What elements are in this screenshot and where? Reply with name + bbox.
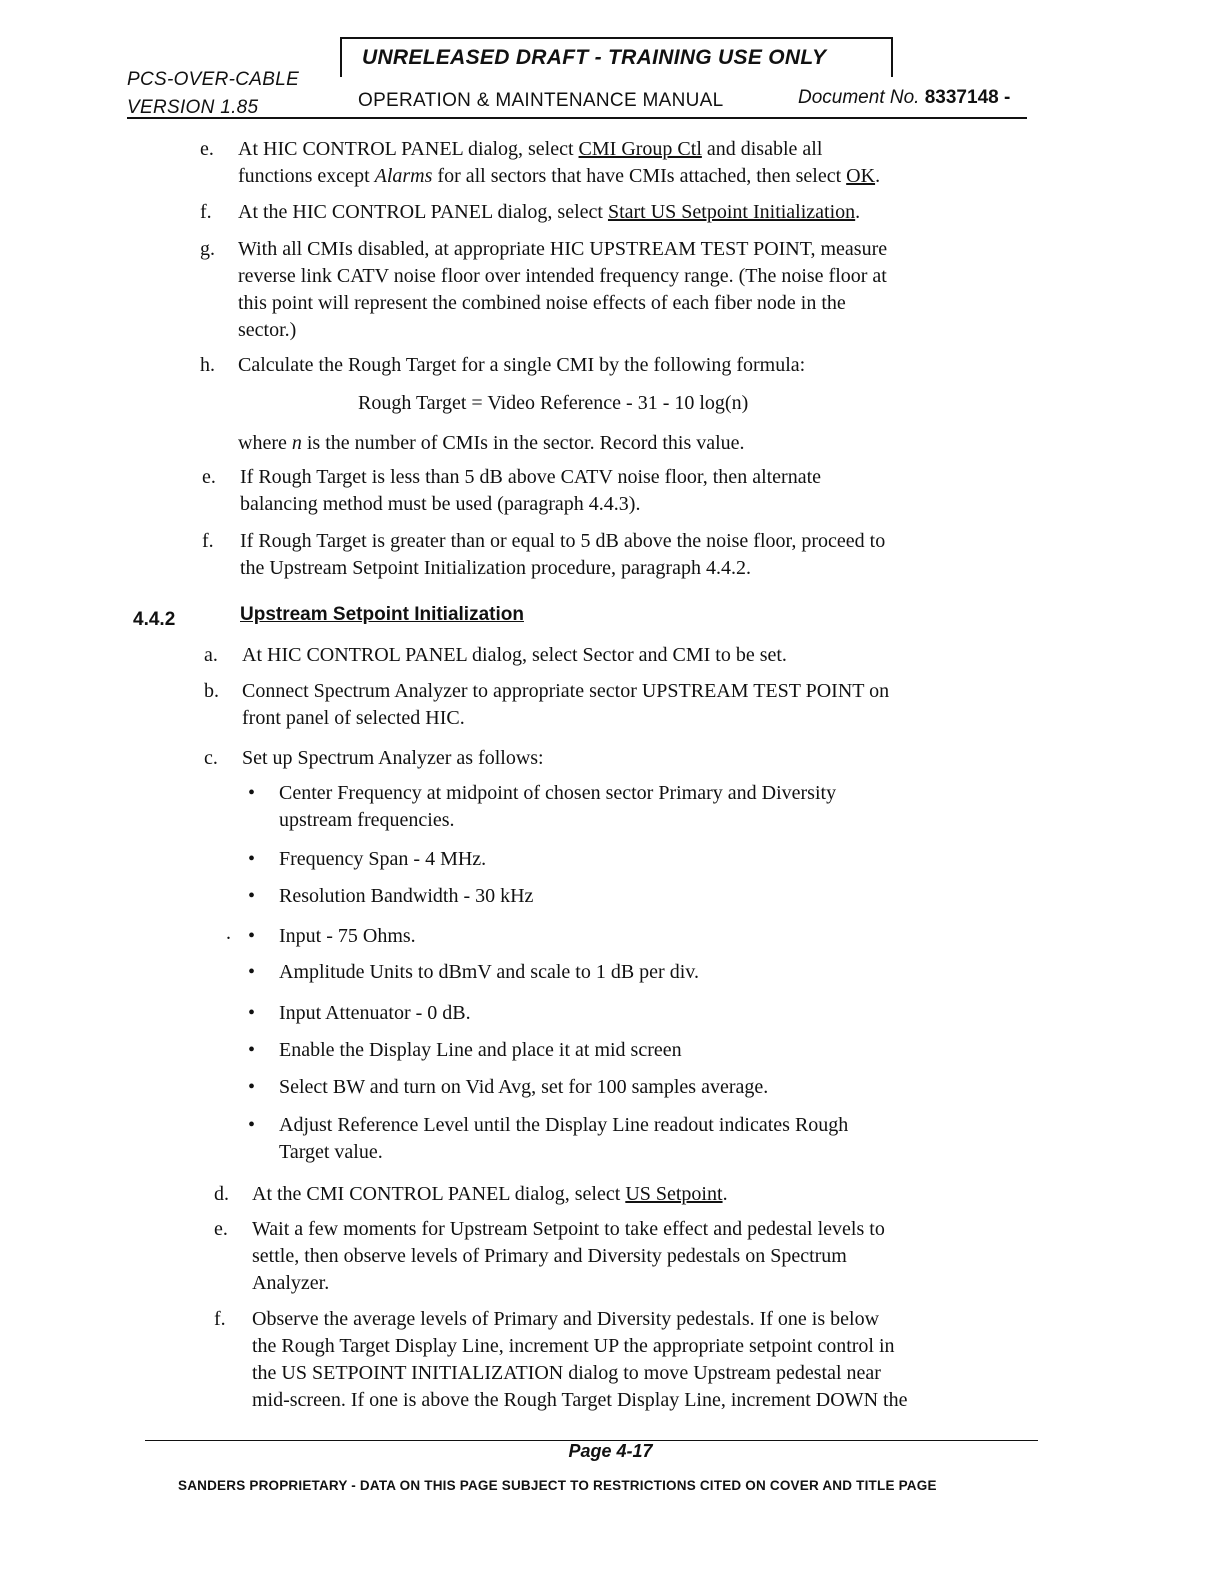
us-setpoint-link: US Setpoint bbox=[625, 1183, 723, 1205]
draft-banner: UNRELEASED DRAFT - TRAINING USE ONLY bbox=[362, 46, 827, 69]
document-label: Document No. bbox=[798, 87, 920, 108]
step-letter: g. bbox=[200, 238, 215, 260]
cmi-group-ctl-link: CMI Group Ctl bbox=[578, 138, 702, 160]
step-letter: e. bbox=[214, 1218, 228, 1240]
start-us-setpoint-link: Start US Setpoint Initialization bbox=[607, 201, 856, 223]
proprietary-notice: SANDERS PROPRIETARY - DATA ON THIS PAGE SUBJECT TO RESTRICTIONS CITED ON COVER AND TITLE PAGE bbox=[178, 1478, 937, 1493]
header-version: VERSION 1.85 bbox=[127, 97, 259, 118]
page-number: Page 4-17 bbox=[568, 1441, 653, 1461]
header-product: PCS-OVER-CABLE bbox=[127, 69, 300, 90]
step-letter: f. bbox=[214, 1308, 226, 1330]
header-rule bbox=[127, 117, 1027, 119]
ok-link: OK bbox=[846, 165, 876, 187]
stray-mark: . bbox=[226, 922, 231, 944]
step-letter: b. bbox=[204, 680, 219, 702]
step-letter: e. bbox=[200, 138, 214, 160]
step-letter: a. bbox=[204, 644, 218, 666]
section-number: 4.4.2 bbox=[133, 609, 176, 630]
step-letter: e. bbox=[202, 466, 216, 488]
section-title: Upstream Setpoint Initialization bbox=[240, 604, 524, 625]
step-letter: h. bbox=[200, 354, 215, 376]
formula-where-note: where n is the number of CMIs in the sector. Record this value. bbox=[238, 432, 745, 454]
step-letter: d. bbox=[214, 1183, 229, 1205]
step-letter: c. bbox=[204, 747, 218, 769]
step-letter: f. bbox=[200, 201, 212, 223]
rough-target-formula: Rough Target = Video Reference - 31 - 10 log(n) bbox=[358, 392, 749, 414]
document-number-value: 8337148 - bbox=[924, 87, 1011, 108]
manual-title: OPERATION & MAINTENANCE MANUAL bbox=[358, 90, 724, 111]
document-page: PCS-OVER-CABLE VERSION 1.85 UNRELEASED DRAFT - TRAINING USE ONLY OPERATION & MAINTENANCE MANUAL Document No. 8337148 - e. At HIC CONTROL PANEL dialog, select CMI Group Ctl and disable all functions except Alarms for all sectors that have CMIs attached, then select OK. f. At the HIC CONTROL PANEL dialog, select Start US Setpoint Initialization. g. With all CMIs disabled, at appropriate HIC UPSTREAM TEST POINT, measure reverse link CATV noise floor over intended frequency range. (The noise floor at this point will represent the combined noise effects of each fiber node in the sector.) h. Calculate the Rough Target for a single CMI by the following formula: Rough Target = Video Reference - 31 - 10 log(n) where n is the number of CMIs in the sector. Record this value. e. If Rough Target is less than 5 dB above CATV noise floor, then alternate balancing method must be used (paragraph 4.4.3). f. If Rough Target is greater than or equal to 5 dB above the noise floor, proceed to the Upstream Setpoint Initialization procedure, paragraph 4.4.2. 4.4.2 Upstream Setpoint Initialization a. At HIC CONTROL PANEL dialog, select Sector and CMI to be set. b. Connect Spectrum Analyzer to appropriate sector UPSTREAM TEST POINT on front panel of selected HIC. c. Set up Spectrum Analyzer as follows: • Center Frequency at midpoint of chosen sector Primary and Diversity upstream frequencies. • Frequency Span - 4 MHz. • Resolution Bandwidth - 30 kHz . • Input - 75 Ohms. • Amplitude Units to dBmV and scale to 1 dB per div. • Input Attenuator - 0 dB. • Enable the Display Line and place it at mid screen • Select BW and turn on Vid Avg, set for 100 samples average. • Adjust Reference Level until the Display Line readout indicates Rough Target value. d. At the CMI CONTROL PANEL dialog, select US Setpoint. e. Wait a few moments for Upstream Setpoint to take effect and pedestal levels to settle, then observe levels of Primary and Diversity pedestals on Spectrum Analyzer. f. Observe the average levels of Primary and Diversity pedestals. If one is below the Rough Target Display Line, increment UP the appropriate setpoint control in the US SETPOINT INITIALIZATION dialog to move Upstream pedestal near mid-screen. If one is above the Rough Target Display Line, increment DOWN the Page 4-17 SANDERS PROPRIETARY - DATA ON THIS PAGE SUBJECT TO RESTRICTIONS CITED ON COVER AND TITLE PAGE bbox=[0, 0, 1221, 1584]
alarms-term: Alarms bbox=[374, 165, 433, 187]
step-letter: f. bbox=[202, 530, 214, 552]
document-number bbox=[798, 87, 1010, 109]
header-product-block bbox=[127, 66, 299, 122]
